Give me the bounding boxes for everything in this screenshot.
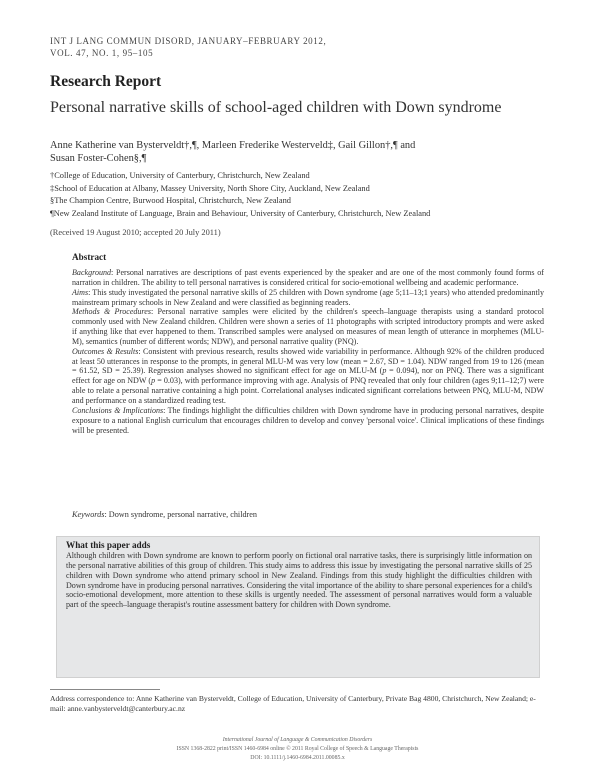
footer-doi: DOI: 10.1111/j.1460-6984.2011.00085.x	[250, 755, 345, 761]
keywords	[72, 510, 257, 519]
abstract-body	[72, 268, 544, 435]
abstract-aims: Aims: This study investigated the personal narrative skills of 25 children with Down syndrome (age 5;11–13;1 years) who attended predominantly mainstream primary schools in New Zealand and were classified as beginning readers.	[72, 287, 544, 307]
affiliation: †College of Education, University of Canterbury, Christchurch, New Zealand	[50, 171, 310, 180]
abstract-outcomes: Outcomes & Results: Consistent with previous research, results showed wide variability in performance. Although 92% of the children produced at least 50 utterances in response to the prompts, in general MLU-M was very low (mean = 2.67, SD = 1.04). NDW ranged from 19 to 126 (mean = 61.52, SD = 25.39). Regression analyses showed no significant effect for age on MLU-M (p = 0.094), nor on PNQ. There was a significant effect for age on NDW (p = 0.03), with performance improving with age. Analysis of PNQ revealed that only four children (ages 9;11–12;7) were able to relate a personal narrative containing a high point. Correlational analyses indicated significant correlations between PNQ, MLU-M, NDW and performance on a standardized reading test.	[72, 346, 544, 405]
abstract-methods: Methods & Procedures: Personal narrative samples were elicited by the children's speech–language therapists using a standard protocol commonly used with New Zealand children. Children were shown a series of 11 photographs with scripted introductory prompts and were asked if anything like that ever happened to them. Transcribed samples were analysed on measures of mean length of utterance in morphemes (MLU-M), semantics (number of different words; NDW), and personal narrative quality (PNQ).	[72, 307, 545, 346]
abstract-label: Background	[72, 268, 112, 277]
what-this-paper-adds-text: Although children with Down syndrome are known to perform poorly on fictional oral narrative tasks, there is surprisingly little information on the personal narrative abilities of this group of children. This study aims to address this issue by investigating the personal narrative skills of 25 children with Down syndrome who attend primary school in New Zealand. Findings from this study highlight the difficulties children with Down syndrome have in producing personal narratives. Considering the vital importance of the ability to share personal experiences for a child's socio-emotional development, more attention to these skills is urgently needed. The assessment of personal narratives would form a valuable part of the speech–language therapist's routine assessment battery for children with Down syndrome.	[66, 551, 532, 610]
abstract-label: Aims	[72, 287, 89, 297]
received-dates: (Received 19 August 2010; accepted 20 July 2011)	[50, 228, 221, 237]
article-title: Personal narrative skills of school-aged children with Down syndrome	[50, 99, 502, 116]
author-list	[50, 139, 530, 165]
affiliation-list	[50, 170, 550, 220]
affiliation: §The Champion Centre, Burwood Hospital, Christchurch, New Zealand	[50, 196, 291, 206]
what-this-paper-adds-heading: What this paper adds	[66, 540, 151, 550]
abstract-heading: Abstract	[72, 252, 107, 262]
abstract-label: Outcomes & Results	[72, 346, 139, 356]
journal-citation: INT J LANG COMMUN DISORD, JANUARY–FEBRUARY 2012,	[50, 36, 327, 46]
abstract-background: Background: Personal narratives are descriptions of past events experienced by the speaker and are one of the most commonly found forms of narration in children. The ability to tell personal narratives is considered critical for socio-emotional wellbeing and academic performance.	[72, 268, 544, 287]
keywords-value: : Down syndrome, personal narrative, children	[104, 510, 258, 519]
correspondence-note: Address correspondence to: Anne Katherine van Bysterveldt, College of Education, University of Canterbury, Private Bag 4800, Christchurch, New Zealand; e-mail: anne.vanbysterveldt@canterbury.ac.nz	[50, 694, 536, 714]
affiliation: ¶New Zealand Institute of Language, Brain and Behaviour, University of Canterbury, Christchurch, New Zealand	[50, 208, 431, 218]
abstract-conclusions: Conclusions & Implications: The findings highlight the difficulties children with Down syndrome have in producing personal narratives, despite exposure to a national English curriculum that encourages children to develop and convey 'personal voice'. Clinical implications of these findings will be presented.	[72, 405, 545, 435]
author-line: Anne Katherine van Bysterveldt†,¶, Marleen Frederike Westerveld‡, Gail Gillon†,¶ and	[50, 140, 416, 151]
footer-journal-name: International Journal of Language & Communication Disorders	[222, 737, 373, 743]
affiliation: ‡School of Education at Albany, Massey University, North Shore City, Auckland, New Zealand	[50, 183, 370, 193]
author-line: Susan Foster-Cohen§,¶	[50, 153, 147, 164]
footnote-divider	[50, 689, 160, 690]
journal-volume: VOL. 47, NO. 1, 95–105	[50, 48, 154, 58]
abstract-label: Conclusions & Implications	[72, 405, 164, 415]
keywords-label: Keywords	[72, 510, 105, 519]
section-label: Research Report	[50, 73, 162, 90]
footer-issn: ISSN 1368-2822 print/ISSN 1460-6984 online © 2011 Royal College of Speech & Language Therapists	[176, 746, 419, 752]
abstract-label: Methods & Procedures	[72, 307, 151, 317]
